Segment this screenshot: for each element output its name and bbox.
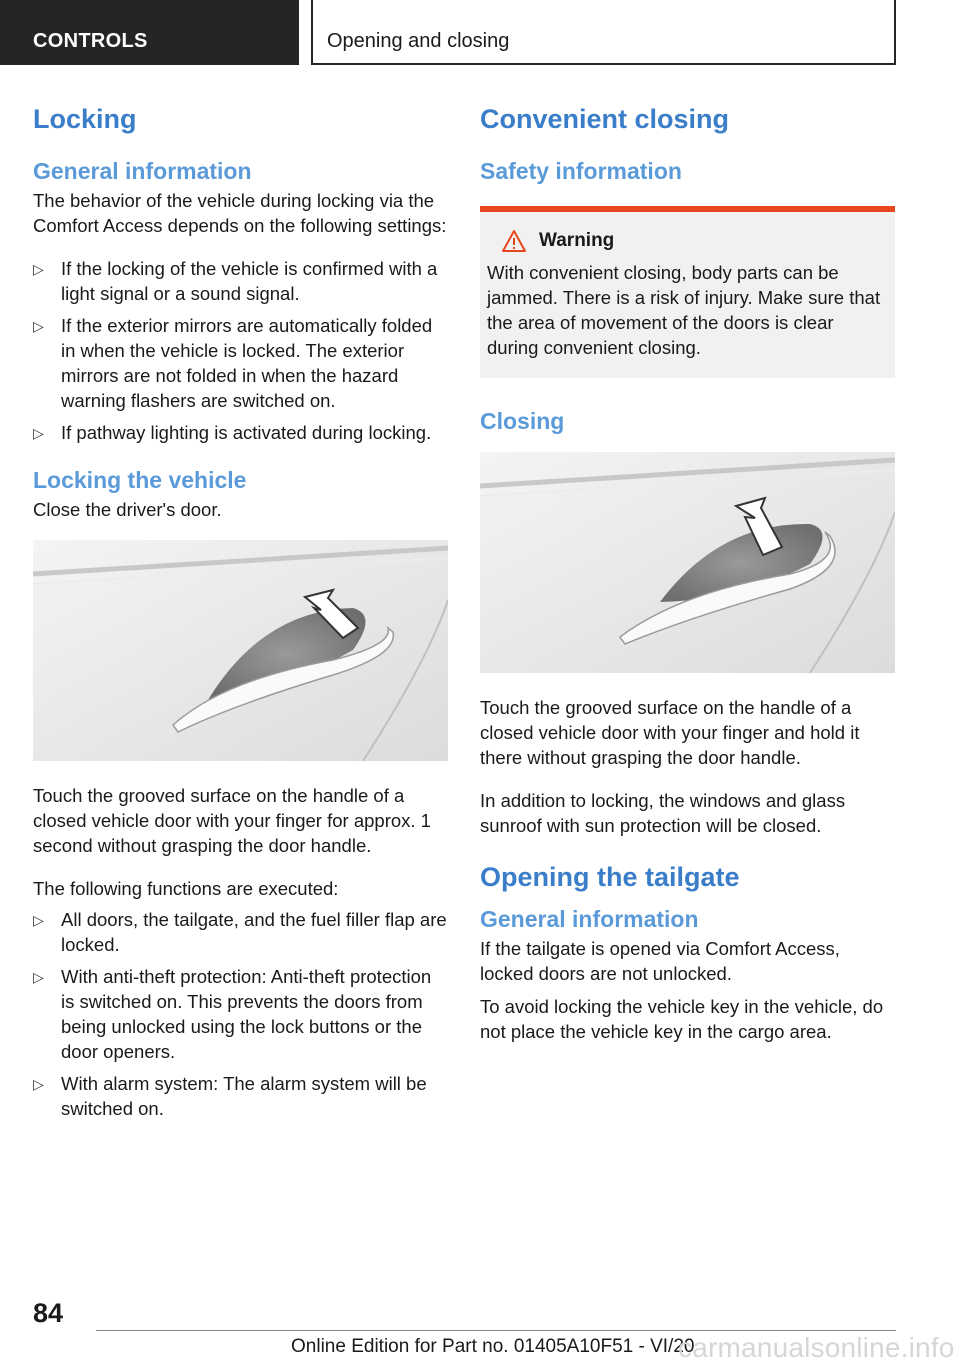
chapter-label: Opening and closing xyxy=(327,30,510,52)
bullet-icon: ▷ xyxy=(33,969,44,985)
bullet-icon: ▷ xyxy=(33,261,44,277)
convenient-closing-heading: Convenient closing xyxy=(480,104,730,134)
functions-intro: The following functions are executed: xyxy=(33,878,339,899)
footer-edition: Online Edition for Part no. 01405A10F51 - VI/20 xyxy=(291,1336,695,1357)
general-info-heading: General information xyxy=(33,158,252,184)
warning-box xyxy=(480,212,895,378)
footer-divider xyxy=(96,1330,896,1331)
warning-title: Warning xyxy=(487,228,887,254)
list-item: ▷ With anti-theft protection: Anti-theft protection is switched on. This prevents the doors from being unlocked using the lock buttons or the door openers. xyxy=(33,966,432,1062)
close-door-step: Close the driver's door. xyxy=(33,499,222,520)
bullet-icon: ▷ xyxy=(33,912,44,928)
door-handle-closing-image xyxy=(480,452,895,673)
door-handle-image xyxy=(33,540,448,761)
closing-additional-info: In addition to locking, the windows and glass sunroof with sun protection will be closed. xyxy=(480,790,846,836)
list-item: ▷ If the locking of the vehicle is confirmed with a light signal or a sound signal. xyxy=(33,258,438,304)
page-number: 84 xyxy=(33,1298,64,1328)
closing-heading: Closing xyxy=(480,408,565,434)
settings-list xyxy=(33,256,448,445)
warning-triangle-icon xyxy=(501,229,527,253)
warning-text: With convenient closing, body parts can be jammed. There is a risk of injury. Make sure that the area of movement of the doors is clear during convenient closing. xyxy=(487,262,881,358)
bullet-icon: ▷ xyxy=(33,318,44,334)
chapter-tab xyxy=(311,0,896,65)
list-item: ▷ If pathway lighting is activated during locking. xyxy=(33,420,448,445)
list-item: ▷ All doors, the tailgate, and the fuel filler flap are locked. xyxy=(33,909,447,955)
tailgate-general-heading: General information xyxy=(480,906,699,932)
touch-instruction: Touch the grooved surface on the handle of a closed vehicle door with your finger for approx. 1 second without grasping the door handle. xyxy=(33,785,431,856)
opening-tailgate-heading: Opening the tailgate xyxy=(480,862,740,892)
section-label: CONTROLS xyxy=(33,30,148,52)
safety-info-heading: Safety information xyxy=(480,158,682,184)
bullet-icon: ▷ xyxy=(33,1076,44,1092)
bullet-icon: ▷ xyxy=(33,425,44,441)
left-column xyxy=(33,98,448,1139)
list-item: ▷ With alarm system: The alarm system will be switched on. xyxy=(33,1073,427,1119)
closing-instruction: Touch the grooved surface on the handle of a closed vehicle door with your finger and hold it there without grasping the door handle. xyxy=(480,697,860,768)
right-column xyxy=(480,98,895,1062)
tailgate-paragraph-2: To avoid locking the vehicle key in the vehicle, do not place the vehicle key in the cargo area. xyxy=(480,996,884,1042)
locking-heading: Locking xyxy=(33,104,137,134)
tailgate-paragraph-1: If the tailgate is opened via Comfort Access, locked doors are not unlocked. xyxy=(480,938,840,984)
functions-list xyxy=(33,907,448,1121)
list-item: ▷ If the exterior mirrors are automatically folded in when the vehicle is locked. The exterior mirrors are not folded in when the hazard warning flashers are switched on. xyxy=(33,315,433,411)
locking-vehicle-heading: Locking the vehicle xyxy=(33,467,247,493)
watermark: carmanualsonline.info xyxy=(678,1332,955,1363)
section-tab xyxy=(0,0,299,65)
general-info-intro: The behavior of the vehicle during locking via the Comfort Access depends on the following settings: xyxy=(33,190,447,236)
